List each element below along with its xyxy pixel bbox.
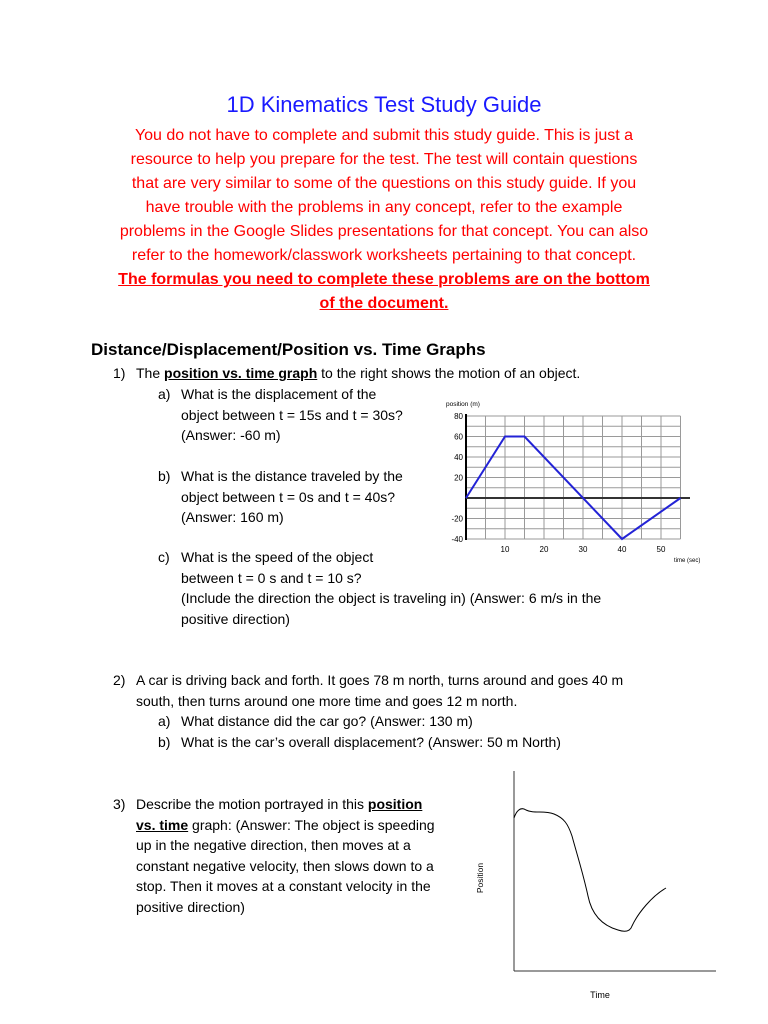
question-3-prompt bbox=[136, 794, 435, 917]
x-tick-label: 10 bbox=[500, 545, 510, 554]
intro-line: You do not have to complete and submit this study guide. This is just a bbox=[134, 127, 634, 144]
question-number: 2) bbox=[113, 672, 126, 688]
q3-bold-term: position bbox=[367, 796, 423, 812]
q1b-line: What is the distance traveled by the bbox=[181, 468, 403, 484]
y-tick-label: -40 bbox=[451, 535, 463, 544]
y-tick-label: 40 bbox=[454, 453, 463, 462]
x-tick-label: 40 bbox=[617, 545, 627, 554]
q1b-answer: (Answer: 160 m) bbox=[181, 509, 284, 525]
q3-line: stop. Then it moves at a constant velocity in the bbox=[136, 878, 431, 894]
question-number: 3) bbox=[113, 796, 126, 812]
q1c-line: (Include the direction the object is traveling in) (Answer: 6 m/s in the bbox=[181, 590, 602, 606]
x-axis-label: time (sec) bbox=[674, 558, 701, 564]
intro-paragraph bbox=[88, 124, 680, 316]
formula-note-line: of the document. bbox=[319, 295, 449, 312]
q3-line: positive direction) bbox=[136, 898, 245, 915]
q2-line: south, then turns around one more time and goes 12 m north. bbox=[136, 692, 518, 709]
q1c-line: between t = 0 s and t = 10 s? bbox=[181, 569, 362, 586]
q3-text: graph: (Answer: The object is speeding bbox=[188, 816, 435, 833]
q1a-text bbox=[181, 384, 403, 446]
subquestion-label: c) bbox=[158, 549, 170, 565]
subquestion-label: b) bbox=[158, 468, 171, 484]
y-tick-label: -20 bbox=[451, 514, 463, 524]
q3-line: constant negative velocity, then slows down to a bbox=[136, 857, 434, 874]
x-tick-label: 20 bbox=[539, 545, 549, 554]
q2b-text: What is the car’s overall displacement? (Answer: 50 m North) bbox=[181, 734, 561, 750]
subquestion-label: a) bbox=[158, 386, 171, 402]
subquestion-label: b) bbox=[158, 734, 171, 750]
y-axis-label: position (m) bbox=[446, 401, 480, 408]
position-curve bbox=[514, 809, 666, 931]
q1a-line: object between t = 15s and t = 30s? bbox=[181, 406, 403, 423]
intro-line: refer to the homework/classwork worksheets pertaining to that concept. bbox=[131, 247, 637, 264]
formula-note-line: The formulas you need to complete these problems are on the bottom bbox=[118, 271, 650, 288]
qualitative-position-time-graph bbox=[468, 768, 723, 1008]
q1-text-pre: The bbox=[136, 365, 165, 381]
y-tick-label: 60 bbox=[454, 432, 463, 442]
x-tick-label: 30 bbox=[578, 545, 588, 554]
intro-line: have trouble with the problems in any concept, refer to the example bbox=[145, 199, 623, 216]
q1b-line: object between t = 0s and t = 40s? bbox=[181, 488, 396, 505]
q3-bold-term: vs. time bbox=[136, 816, 189, 833]
q1c-line: What is the speed of the object bbox=[181, 549, 374, 565]
section-heading: Distance/Displacement/Position vs. Time Graphs bbox=[91, 340, 486, 359]
page-title: 1D Kinematics Test Study Guide bbox=[226, 92, 542, 117]
subquestion-label: a) bbox=[158, 713, 171, 729]
x-tick-label: 50 bbox=[656, 545, 666, 554]
intro-line: that are very similar to some of the questions on this study guide. If you bbox=[131, 175, 637, 192]
q3-line: up in the negative direction, then moves at a bbox=[136, 837, 411, 853]
q1-bold-term: position vs. time graph bbox=[164, 365, 318, 381]
q1-text-post: to the right shows the motion of an object. bbox=[317, 365, 581, 381]
q3-line bbox=[136, 815, 435, 836]
q1a-answer: (Answer: -60 m) bbox=[181, 427, 281, 443]
question-2-prompt bbox=[136, 670, 623, 711]
q1c-line: positive direction) bbox=[181, 610, 290, 627]
q3-line bbox=[136, 794, 435, 815]
y-axis-label: Position bbox=[475, 862, 485, 894]
intro-line: resource to help you prepare for the test. The test will contain questions bbox=[130, 151, 638, 168]
y-tick-label: 20 bbox=[454, 473, 463, 483]
q3-text: Describe the motion portrayed in this bbox=[136, 796, 368, 812]
q2a-text: What distance did the car go? (Answer: 130 m) bbox=[181, 713, 473, 729]
intro-line: problems in the Google Slides presentations for that concept. You can also bbox=[119, 223, 649, 240]
q1b-text bbox=[181, 466, 403, 528]
q2-line: A car is driving back and forth. It goes 78 m north, turns around and goes 40 m bbox=[136, 672, 624, 688]
question-number: 1) bbox=[113, 365, 126, 381]
q1a-line: What is the displacement of the bbox=[181, 386, 377, 402]
y-tick-label: 80 bbox=[454, 412, 463, 421]
question-1-prompt bbox=[136, 363, 580, 384]
position-time-graph bbox=[420, 396, 701, 571]
x-axis-label: Time bbox=[590, 990, 610, 1000]
